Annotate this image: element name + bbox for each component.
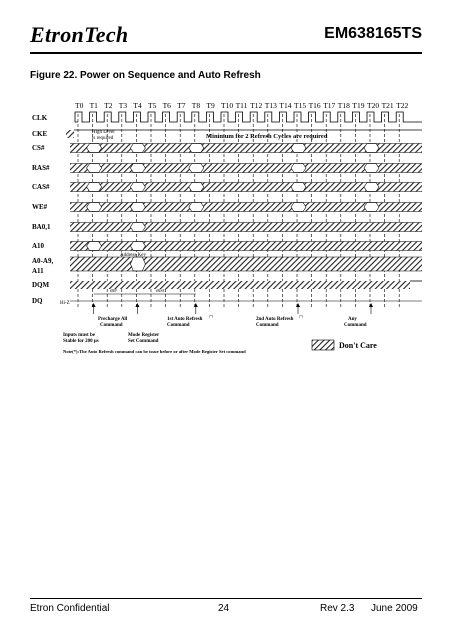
- min-refresh-note: Minimum for 2 Refresh Cycles are required: [206, 133, 328, 140]
- figure-title: Figure 22. Power on Sequence and Auto Refresh: [30, 70, 261, 81]
- command-window: [130, 144, 145, 153]
- signal-waveforms: [66, 130, 422, 314]
- dont-care-band: [70, 223, 422, 232]
- command-window: [130, 257, 145, 271]
- any-command-label-2: Command: [344, 323, 367, 328]
- command-window: [364, 183, 379, 192]
- command-window: [130, 164, 145, 173]
- command-window: [87, 242, 102, 251]
- signal-label: A10: [32, 242, 45, 250]
- command-arrowhead: [194, 303, 198, 307]
- mode-register-label-2: Set Command: [128, 339, 159, 344]
- command-window: [291, 144, 306, 153]
- revision: Rev 2.3: [320, 603, 355, 614]
- refresh2-asterisk: (*): [299, 314, 304, 318]
- clock-label: T4: [133, 101, 142, 110]
- footer-confidential: Etron Confidential: [30, 603, 110, 614]
- dont-care-band: [70, 257, 422, 271]
- clock-label: T8: [191, 101, 201, 110]
- clock-label: T0: [75, 101, 84, 110]
- trp-label: tRP: [110, 288, 117, 293]
- page-number: 24: [218, 603, 230, 614]
- inputs-stable-label-2: Stable for 200 μs: [63, 339, 99, 344]
- clock-label: T21: [381, 101, 394, 110]
- command-window: [130, 223, 145, 232]
- timing-diagram: [30, 96, 426, 381]
- command-window: [130, 242, 145, 251]
- command-window: [189, 203, 204, 212]
- signal-label: A0-A9,: [32, 257, 54, 265]
- hiz-label: Hi-Z: [60, 301, 70, 306]
- legend-label: Don't Care: [339, 341, 377, 350]
- signal-labels: [32, 114, 53, 305]
- command-window: [87, 203, 102, 212]
- command-arrowhead: [296, 303, 300, 307]
- command-window: [364, 144, 379, 153]
- clock-label: T11: [235, 101, 248, 110]
- precharge-label-2: Command: [100, 323, 123, 328]
- clock-label: T1: [89, 101, 98, 110]
- brand-logo: EtronTech: [30, 22, 129, 47]
- clock-label: T17: [323, 101, 336, 110]
- refresh1-label-2: Command: [167, 323, 190, 328]
- clock-label: T9: [206, 101, 215, 110]
- signal-label: DQM: [32, 281, 50, 289]
- command-window: [291, 203, 306, 212]
- command-window: [291, 183, 306, 192]
- command-window: [87, 183, 102, 192]
- command-window: [291, 164, 306, 173]
- clock-label: T10: [221, 101, 234, 110]
- cke-dont-care: [66, 130, 74, 138]
- any-command-label: Any: [348, 317, 357, 322]
- command-window: [364, 164, 379, 173]
- clock-label: T6: [162, 101, 171, 110]
- dont-care-band: [70, 242, 422, 251]
- command-arrowhead: [92, 303, 96, 307]
- signal-label: BA0,1: [32, 223, 51, 231]
- clock-label: T13: [264, 101, 277, 110]
- high-level-note: High Level: [92, 130, 115, 135]
- clock-label: T15: [294, 101, 307, 110]
- command-window: [189, 164, 204, 173]
- clock-label: T7: [177, 101, 186, 110]
- command-window: [364, 203, 379, 212]
- refresh1-label: 1st Auto Refresh: [167, 317, 203, 322]
- clock-label: T20: [367, 101, 380, 110]
- command-window: [189, 183, 204, 192]
- inputs-stable-label: Inputs must be: [63, 333, 95, 338]
- command-window: [130, 183, 145, 192]
- signal-label: WE#: [32, 203, 48, 211]
- clock-label: T16: [308, 101, 321, 110]
- address-key-label: Address Key: [120, 253, 146, 258]
- signal-label: DQ: [32, 297, 43, 305]
- signal-label: CLK: [32, 114, 48, 122]
- clock-label: T5: [148, 101, 157, 110]
- clock-label: T2: [104, 101, 113, 110]
- clock-label: T3: [118, 101, 128, 110]
- mode-register-label: Mode Register: [128, 333, 160, 338]
- command-arrowhead: [369, 303, 373, 307]
- revision-date: June 2009: [371, 603, 418, 614]
- clock-label: T14: [279, 101, 292, 110]
- clock-labels: [75, 101, 409, 110]
- trsc-label: tRSC: [156, 288, 166, 293]
- high-level-note-2: is required: [92, 136, 114, 141]
- signal-label: CKE: [32, 130, 48, 138]
- dqm-dont-care: [70, 281, 410, 289]
- clock-label: T19: [352, 101, 365, 110]
- signal-label: CS#: [32, 144, 45, 152]
- header-divider: [30, 52, 422, 54]
- command-window: [87, 164, 102, 173]
- clock-label: T18: [337, 101, 350, 110]
- refresh2-label: 2nd Auto Refresh: [256, 317, 294, 322]
- command-window: [87, 144, 102, 153]
- signal-label: CAS#: [32, 183, 50, 191]
- signal-label: RAS#: [32, 164, 50, 172]
- signal-label: A11: [32, 267, 44, 275]
- clock-label: T22: [396, 101, 409, 110]
- legend-swatch: [312, 340, 334, 350]
- footer-divider: [30, 598, 422, 599]
- part-number: EM638165TS: [324, 25, 422, 42]
- command-arrowhead: [135, 303, 139, 307]
- command-window: [189, 144, 204, 153]
- refresh2-label-2: Command: [256, 323, 279, 328]
- footnote: Note(*):The Auto Refresh command can be issue before or after Mode Register Set command: [63, 349, 246, 354]
- refresh1-asterisk: (*): [209, 314, 214, 318]
- clock-label: T12: [250, 101, 263, 110]
- precharge-label: Precharge All: [98, 317, 128, 322]
- command-window: [130, 203, 145, 212]
